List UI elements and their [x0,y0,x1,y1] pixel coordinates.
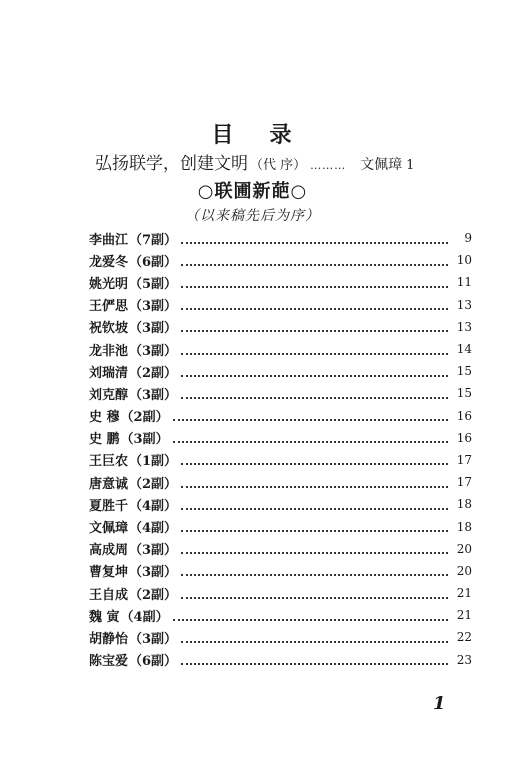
preface-title: 弘扬联学，创建文明 [95,154,248,174]
entry-page-number: 18 [456,519,472,534]
entry-couplet-count: （5副） [129,276,178,292]
entry-author-name: 李曲江 [89,232,129,248]
entry-couplet-count: （2副） [120,410,169,426]
entry-couplet-count: （3副） [129,321,178,337]
entry-author-name: 史 鹏 [89,432,120,448]
entry-dot-leader [181,241,448,244]
toc-entry [89,582,472,604]
entry-page-number: 20 [456,563,472,578]
entry-couplet-count: （1副） [129,454,178,470]
preface-page-number: 1 [406,158,415,173]
toc-entry [89,405,472,427]
entry-page-number: 21 [456,586,472,601]
entry-page-number: 17 [456,475,472,490]
entry-couplet-count: （6副） [129,654,178,670]
entry-dot-leader [181,596,448,599]
entry-dot-leader [181,640,448,643]
preface-dai-label: （代 序） [250,158,307,173]
entry-page-number: 18 [456,497,472,512]
toc-entry [89,382,472,404]
entry-dot-leader [181,485,448,488]
entry-page-number: 16 [456,408,472,423]
entry-dot-leader [181,307,448,310]
entry-author-name: 胡静怡 [89,631,129,647]
entry-author-name: 高成周 [89,543,129,559]
toc-entry [89,294,472,316]
entry-page-number: 10 [456,253,472,268]
toc-entry [89,338,472,360]
entry-couplet-count: （6副） [129,254,178,270]
entry-page-number: 15 [456,386,472,401]
entry-author-name: 姚光明 [89,276,129,292]
entry-dot-leader [181,285,448,288]
entry-dot-leader [173,440,448,443]
preface-leader: ……… [310,159,347,172]
toc-title-char-2: 录 [269,122,294,148]
entry-dot-leader [181,573,448,576]
entry-author-name: 刘克醇 [89,387,129,403]
entry-couplet-count: （4副） [129,521,178,537]
page-folio: 1 [433,693,446,714]
entry-couplet-count: （4副） [120,609,169,625]
entry-page-number: 23 [456,652,472,667]
toc-entry [89,649,472,671]
entry-page-number: 13 [456,297,472,312]
entry-couplet-count: （7副） [129,232,178,248]
entry-dot-leader [181,263,448,266]
entry-couplet-count: （3副） [129,543,178,559]
entry-author-name: 曹复坤 [89,565,129,581]
toc-entry [89,626,472,648]
toc-title-char-1: 目 [211,122,236,148]
entry-page-number: 9 [464,231,472,246]
toc-entry [89,316,472,338]
entry-dot-leader [181,374,448,377]
entry-author-name: 陈宝爱 [89,654,129,670]
entry-couplet-count: （3副） [129,299,178,315]
preface-entry [95,149,475,174]
entry-author-name: 魏 寅 [89,609,120,625]
entry-dot-leader [181,396,448,399]
entry-page-number: 22 [456,630,472,645]
entry-author-name: 王自成 [89,587,129,603]
entry-couplet-count: （3副） [129,565,178,581]
entry-page-number: 13 [456,319,472,334]
section-heading: ○联圃新葩○ [197,181,308,202]
entry-dot-leader [181,507,448,510]
entry-page-number: 11 [456,275,472,290]
entry-couplet-count: （2副） [129,476,178,492]
entry-author-name: 龙爱冬 [89,254,129,270]
entry-dot-leader [181,662,448,665]
entry-author-name: 文佩璋 [89,521,129,537]
toc-entry [89,427,472,449]
entry-dot-leader [181,329,448,332]
entry-dot-leader [181,551,448,554]
toc-entry [89,360,472,382]
entry-dot-leader [181,462,448,465]
entry-page-number: 21 [456,608,472,623]
toc-title [0,118,505,149]
entry-author-name: 祝钦坡 [89,321,129,337]
section-note: （以来稿先后为序） [185,208,320,224]
entry-dot-leader [181,352,448,355]
toc-entry [89,227,472,249]
entry-author-name: 龙非池 [89,343,129,359]
toc-entry [89,604,472,626]
entry-page-number: 20 [456,541,472,556]
toc-entry [89,538,472,560]
entry-author-name: 史 穆 [89,410,120,426]
toc-entry [89,449,472,471]
entry-couplet-count: （3副） [129,631,178,647]
toc-entry [89,249,472,271]
entry-page-number: 16 [456,430,472,445]
toc-entry [89,515,472,537]
entry-couplet-count: （3副） [120,432,169,448]
preface-author: 文佩璋 [360,157,403,173]
entry-author-name: 唐意诚 [89,476,129,492]
entry-page-number: 15 [456,364,472,379]
entry-couplet-count: （4副） [129,498,178,514]
entry-author-name: 夏胜千 [89,498,129,514]
entry-page-number: 14 [456,342,472,357]
toc-entry [89,560,472,582]
entry-author-name: 刘瑞清 [89,365,129,381]
entry-page-number: 17 [456,452,472,467]
toc-list [89,227,472,671]
toc-entry [89,471,472,493]
entry-couplet-count: （3副） [129,343,178,359]
entry-couplet-count: （2副） [129,365,178,381]
entry-dot-leader [181,529,448,532]
entry-couplet-count: （2副） [129,587,178,603]
entry-author-name: 王巨农 [89,454,129,470]
entry-couplet-count: （3副） [129,387,178,403]
entry-author-name: 王俨思 [89,299,129,315]
entry-dot-leader [173,618,448,621]
entry-dot-leader [173,418,448,421]
toc-entry [89,271,472,293]
toc-entry [89,493,472,515]
